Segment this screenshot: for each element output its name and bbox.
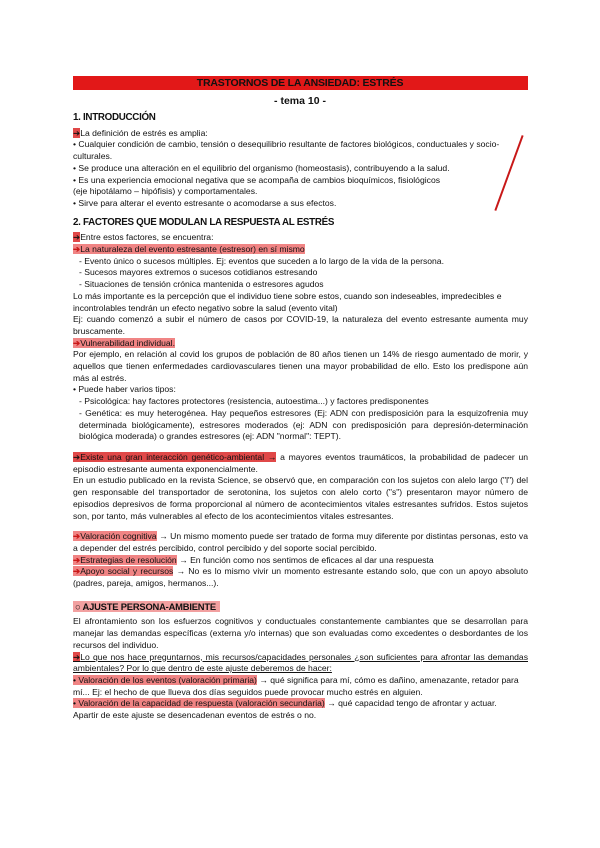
s2-cognitive-appraisal: ➔Valoración cognitiva → Un mismo momento puede ser tratado de forma muy diferente por distintas personas, esto va a depender del estrés percibido, control percibido y del soporte social percibido. (73, 531, 528, 553)
s3-conclusion: Apartir de este ajuste se desencadenan eventos de estrés o no. (73, 710, 317, 721)
s3-question: ➔Lo que nos hace preguntarnos, mis recursos/capacidades personales ¿son suficientes para afrontar las demandas ambientales? Por lo que dentro de este ajuste deberemos de hacer: (73, 651, 528, 674)
s2-intro: ➔Entre estos factores, se encuentra: (73, 232, 214, 243)
document-title: TRASTORNOS DE LA ANSIEDAD: ESTRÉS (196, 77, 404, 89)
document-body (73, 108, 528, 722)
s2-gene-environment: ➔Existe una gran interacción genético-ambiental → a mayores eventos traumáticos, la probabilidad de padecer un episodio estresante aumenta exponencialmente. (73, 451, 528, 474)
s1-bullet-2: • Se produce una alteración en el equilibrio del organismo (homeostasis), contribuyendo a la salud. (73, 162, 450, 173)
s2-strategies: ➔Estrategias de resolución → En función como nos sentimos de eficaces al dar una respuesta (73, 554, 434, 565)
arrow-icon: ➔ (73, 451, 81, 462)
arrow-icon: ➔ (73, 232, 81, 243)
s2-vulnerability: ➔Vulnerabilidad individual. (73, 337, 175, 348)
s2-type-genetic: - Genética: es muy heterogénea. Hay pequeños estresores (Ej: ADN con predisposición para la esquizofrenia muy determinada biológicamente), estresores moderados (ej: ADN con predisposición para depresión-determinación biológica moderada) o grandes estresores (ej: ADN "normal": TEPT). (79, 407, 528, 442)
s2-science-study: En un estudio publicado en la revista Science, se observó que, en comparación con los sujetos con alelo largo ("l") del gen responsable del transportador de serotonina, los sujetos con alelo corto ("s") presentaron mayor número de episodios depresivos de forma proporcional al número de acontecimientos vitales estresantes sufridos. Estos sujetos son, por tanto, más vulnerables al efecto de los acontecimientos vitales estresantes. (73, 475, 528, 521)
arrow-icon: ➔ (73, 566, 81, 577)
s2-types-intro: • Puede haber varios tipos: (73, 384, 176, 395)
s2-nature-item-3: - Situaciones de tensión crónica mantenida o estresores agudos (79, 279, 324, 290)
arrow-icon: ➔ (73, 531, 81, 542)
s2-vulnerability-text: Por ejemplo, en relación al covid los grupos de población de 80 años tienen un 14% de riesgo aumentado de morir, y aquellos que tienen enfermedades cardiovasculares tienen una mayor probabilidad de ello. Esto los predispone aún más al estrés. (73, 349, 528, 383)
s2-nature-item-2: - Sucesos mayores extremos o sucesos cotidianos estresando (79, 267, 318, 278)
s2-covid-example: Ej: cuando comenzó a subir el número de casos por COVID-19, la naturaleza del evento estresante aumenta muy bruscamente. (73, 314, 528, 336)
arrow-icon: ➔ (73, 554, 81, 565)
s3-primary-appraisal: • Valoración de los eventos (valoración primaria) → qué significa para mí, cómo es dañino, amenazante, retador para mí... Ej: el hecho de que llueva dos días seguidos puede provocar mucho estrés en alguien. (73, 674, 519, 697)
s1-bullet-1: • Cualquier condición de cambio, tensión o desequilibrio resultante de factores biológicos, conductuales y socio-culturales. (73, 139, 500, 162)
arrow-icon: ➔ (73, 651, 81, 662)
document-subtitle: - tema 10 - (274, 95, 326, 107)
arrow-icon: ➔ (73, 244, 81, 255)
section-3-heading: ○ AJUSTE PERSONA-AMBIENTE (73, 601, 220, 613)
s1-intro: ➔La definición de estrés es amplia: (73, 127, 208, 138)
s1-bullet-3b: (eje hipotálamo – hipófisis) y comportamentales. (73, 186, 258, 197)
s3-coping-definition: El afrontamiento son los esfuerzos cognitivos y conductuales constantemente cambiantes que se desarrollan para manejar las demandas específicas (externa y/o internas) que son evaluadas como excedentes o desbordantes de los recursos del individuo. (73, 616, 528, 650)
s2-type-psychological: - Psicológica: hay factores protectores (resistencia, autoestima...) y factores predisponentes (79, 396, 429, 407)
s2-social-support: ➔Apoyo social y recursos → No es lo mismo vivir un momento estresante estando solo, que con un apoyo absoluto (padres, pareja, amigos, hermanos...). (73, 566, 528, 589)
s2-perception: Lo más importante es la percepción que el individuo tiene sobre estos, cuando son indeseables, impredecibles e incontrolables tendrán un efecto negativo sobre la salud (evento vital) (73, 290, 502, 313)
arrow-icon: ➔ (73, 337, 81, 348)
s2-nature: ➔La naturaleza del evento estresante (estresor) en sí mismo (73, 244, 305, 255)
s1-bullet-4: • Sirve para alterar el evento estresante o acomodarse a sus efectos. (73, 197, 337, 208)
s2-nature-item-1: - Evento único o sucesos múltiples. Ej: eventos que suceden a lo largo de la vida de la persona. (79, 255, 444, 266)
s1-bullet-3a: • Es una experiencia emocional negativa que se acompaña de cambios bioquímicos, fisiológicos (73, 174, 441, 185)
arrow-icon: ➔ (73, 127, 81, 138)
section-1-heading: 1. INTRODUCCIÓN (73, 112, 156, 123)
s3-secondary-appraisal: • Valoración de la capacidad de respuesta (valoración secundaria) → qué capacidad tengo de afrontar y actuar. (73, 698, 497, 709)
section-2-heading: 2. FACTORES QUE MODULAN LA RESPUESTA AL ESTRÉS (73, 216, 335, 228)
